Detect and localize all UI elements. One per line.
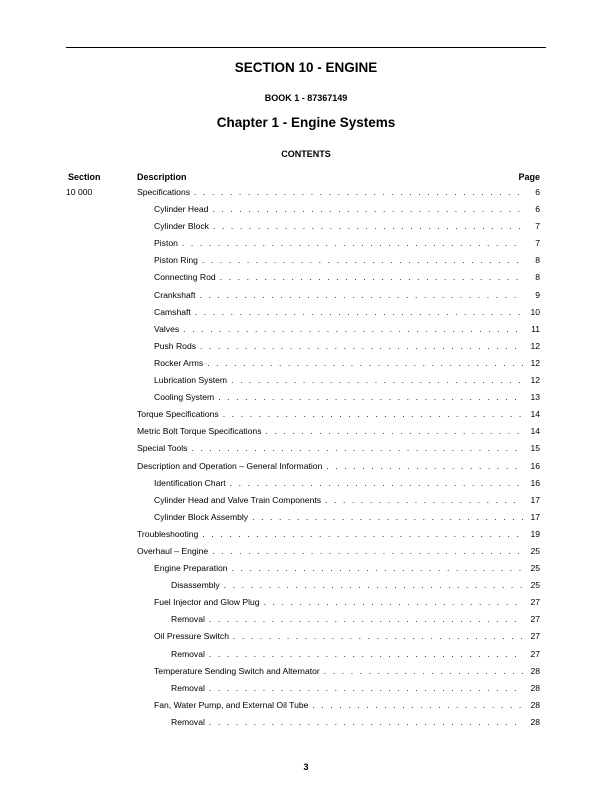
- toc-page-number: 27: [530, 614, 540, 625]
- dot-leader: [209, 611, 523, 628]
- toc-entry-title: Fuel Injector and Glow Plug: [154, 597, 260, 608]
- toc-page-number: 28: [530, 665, 540, 676]
- toc-page-number: 12: [530, 357, 540, 368]
- toc-row: [0, 372, 612, 389]
- toc-row: [0, 338, 612, 355]
- toc-entry-title: Overhaul – Engine: [137, 545, 209, 556]
- toc-entry[interactable]: [171, 680, 540, 697]
- toc-entry[interactable]: [154, 509, 540, 526]
- toc-entry-title: Removal: [171, 682, 205, 693]
- toc-row: [0, 594, 612, 611]
- toc-page-number: 19: [530, 528, 540, 539]
- toc-entry[interactable]: [154, 304, 540, 321]
- toc-entry-title: Identification Chart: [154, 477, 226, 488]
- toc-entry[interactable]: [154, 287, 540, 304]
- dot-leader: [231, 372, 523, 389]
- toc-entry[interactable]: [154, 697, 540, 714]
- toc-row: [0, 611, 612, 628]
- toc-page-number: 10: [530, 306, 540, 317]
- toc-entry[interactable]: [171, 714, 540, 731]
- toc-entry-title: Cylinder Block: [154, 221, 209, 232]
- toc-section-code: 10 000: [66, 187, 93, 197]
- toc-row: [0, 423, 612, 440]
- toc-entry-title: Cylinder Block Assembly: [154, 511, 249, 522]
- dot-leader: [212, 201, 523, 218]
- toc-row: [0, 663, 612, 680]
- toc-page-number: 13: [530, 392, 540, 403]
- toc-row: [0, 458, 612, 475]
- toc-row: [0, 201, 612, 218]
- toc-entry-title: Special Tools: [137, 443, 188, 454]
- column-header-section: Section: [68, 172, 101, 182]
- toc-entry[interactable]: [137, 526, 540, 543]
- column-header-page: Page: [518, 172, 540, 182]
- toc-entry-title: Fan, Water Pump, and External Oil Tube: [154, 699, 309, 710]
- toc-entry[interactable]: [137, 458, 540, 475]
- toc-row: [0, 355, 612, 372]
- toc-page-number: 8: [535, 255, 540, 266]
- toc-entry[interactable]: [154, 269, 540, 286]
- toc-row: [0, 475, 612, 492]
- toc-entry-title: Removal: [171, 614, 205, 625]
- toc-row: [0, 628, 612, 645]
- dot-leader: [183, 321, 523, 338]
- toc-page-number: 17: [530, 494, 540, 505]
- toc-entry[interactable]: [137, 440, 540, 457]
- dot-leader: [202, 252, 523, 269]
- toc-entry-title: Valves: [154, 323, 180, 334]
- toc-entry-title: Piston Ring: [154, 255, 198, 266]
- column-header-description: Description: [137, 172, 187, 182]
- toc-page-number: 9: [535, 289, 540, 300]
- toc-row: [0, 509, 612, 526]
- toc-entry-title: Push Rods: [154, 340, 197, 351]
- toc-entry[interactable]: [154, 594, 540, 611]
- toc-page-number: 25: [530, 580, 540, 591]
- toc-entry[interactable]: [154, 475, 540, 492]
- toc-row: [0, 714, 612, 731]
- toc-entry-title: Disassembly: [171, 580, 220, 591]
- toc-entry[interactable]: [154, 235, 540, 252]
- dot-leader: [209, 680, 523, 697]
- dot-leader: [223, 406, 523, 423]
- toc-entry-title: Cooling System: [154, 392, 215, 403]
- dot-leader: [207, 355, 523, 372]
- dot-leader: [233, 628, 523, 645]
- toc-page-number: 15: [530, 443, 540, 454]
- toc-page-number: 14: [530, 409, 540, 420]
- toc-entry[interactable]: [137, 543, 540, 560]
- dot-leader: [212, 543, 523, 560]
- toc-page-number: 27: [530, 648, 540, 659]
- toc-page-number: 27: [530, 631, 540, 642]
- toc-entry-title: Temperature Sending Switch and Alternator: [154, 665, 320, 676]
- dot-leader: [224, 577, 523, 594]
- toc-entry-title: Description and Operation – General Information: [137, 460, 323, 471]
- toc-row: [0, 321, 612, 338]
- dot-leader: [194, 184, 523, 201]
- dot-leader: [200, 338, 523, 355]
- toc-page-number: 16: [530, 460, 540, 471]
- toc-entry-title: Troubleshooting: [137, 528, 199, 539]
- dot-leader: [312, 697, 523, 714]
- contents-heading: CONTENTS: [281, 149, 331, 159]
- toc-row: [0, 697, 612, 714]
- toc-row: [0, 269, 612, 286]
- toc-row: [0, 543, 612, 560]
- toc-entry-title: Camshaft: [154, 306, 191, 317]
- dot-leader: [191, 440, 523, 457]
- toc-entry-title: Removal: [171, 648, 205, 659]
- table-of-contents: [0, 184, 612, 731]
- toc-page-number: 12: [530, 340, 540, 351]
- toc-entry[interactable]: [137, 184, 540, 201]
- toc-entry[interactable]: [154, 389, 540, 406]
- toc-page-number: 6: [535, 187, 540, 197]
- toc-entry[interactable]: [154, 492, 540, 509]
- toc-entry-title: Rocker Arms: [154, 357, 204, 368]
- dot-leader: [202, 526, 523, 543]
- toc-row: [0, 389, 612, 406]
- toc-entry-title: Oil Pressure Switch: [154, 631, 229, 642]
- toc-entry-title: Cylinder Head: [154, 204, 209, 215]
- toc-row: [0, 406, 612, 423]
- toc-entry-title: Piston: [154, 238, 178, 249]
- toc-row: [0, 304, 612, 321]
- dot-leader: [182, 235, 523, 252]
- dot-leader: [264, 594, 523, 611]
- toc-page-number: 25: [530, 545, 540, 556]
- toc-page-number: 7: [535, 221, 540, 232]
- toc-entry-title: Crankshaft: [154, 289, 196, 300]
- chapter-title: Chapter 1 - Engine Systems: [216, 115, 396, 130]
- toc-row: [0, 646, 612, 663]
- toc-page-number: 7: [535, 238, 540, 249]
- dot-leader: [325, 492, 523, 509]
- toc-entry[interactable]: [154, 321, 540, 338]
- toc-entry[interactable]: [137, 423, 540, 440]
- dot-leader: [209, 714, 523, 731]
- toc-entry[interactable]: [137, 406, 540, 423]
- toc-page-number: 11: [531, 323, 540, 334]
- section-title: SECTION 10 - ENGINE: [234, 60, 378, 75]
- toc-entry-title: Lubrication System: [154, 375, 228, 386]
- toc-entry[interactable]: [171, 611, 540, 628]
- toc-page-number: 28: [530, 716, 540, 727]
- toc-page-number: 14: [530, 426, 540, 437]
- toc-entry-title: Connecting Rod: [154, 272, 216, 283]
- toc-page-number: 25: [530, 563, 540, 574]
- dot-leader: [220, 269, 523, 286]
- toc-entry-title: Torque Specifications: [137, 409, 219, 420]
- toc-entry[interactable]: [154, 218, 540, 235]
- toc-entry[interactable]: [171, 646, 540, 663]
- toc-entry[interactable]: [154, 628, 540, 645]
- toc-entry-title: Metric Bolt Torque Specifications: [137, 426, 262, 437]
- page-number: 3: [303, 762, 309, 772]
- book-number: BOOK 1 - 87367149: [264, 93, 348, 103]
- toc-entry-title: Cylinder Head and Valve Train Components: [154, 494, 322, 505]
- toc-row: [0, 492, 612, 509]
- toc-entry[interactable]: [154, 560, 540, 577]
- dot-leader: [195, 304, 523, 321]
- dot-leader: [230, 475, 523, 492]
- toc-page-number: 27: [530, 597, 540, 608]
- toc-page-number: 28: [530, 682, 540, 693]
- header-rule: [66, 47, 546, 48]
- toc-page-number: 28: [530, 699, 540, 710]
- dot-leader: [232, 560, 523, 577]
- toc-row: [0, 184, 612, 201]
- toc-entry[interactable]: [154, 338, 540, 355]
- toc-page-number: 6: [535, 204, 540, 215]
- toc-row: [0, 218, 612, 235]
- toc-entry[interactable]: [154, 372, 540, 389]
- dot-leader: [209, 646, 523, 663]
- dot-leader: [200, 287, 523, 304]
- toc-entry[interactable]: [154, 252, 540, 269]
- toc-entry[interactable]: [171, 577, 540, 594]
- toc-entry-title: Engine Preparation: [154, 563, 228, 574]
- toc-row: [0, 440, 612, 457]
- toc-row: [0, 235, 612, 252]
- toc-row: [0, 252, 612, 269]
- toc-entry[interactable]: [154, 201, 540, 218]
- dot-leader: [326, 458, 523, 475]
- dot-leader: [213, 218, 523, 235]
- toc-row: [0, 577, 612, 594]
- toc-entry-title: Removal: [171, 716, 205, 727]
- dot-leader: [324, 663, 523, 680]
- toc-row: [0, 680, 612, 697]
- toc-page-number: 16: [530, 477, 540, 488]
- toc-page-number: 17: [530, 511, 540, 522]
- toc-page-number: 12: [530, 375, 540, 386]
- dot-leader: [252, 509, 523, 526]
- dot-leader: [218, 389, 523, 406]
- toc-page-number: 8: [535, 272, 540, 283]
- toc-entry[interactable]: [154, 663, 540, 680]
- toc-entry[interactable]: [154, 355, 540, 372]
- toc-row: [0, 526, 612, 543]
- toc-row: [0, 560, 612, 577]
- toc-entry-title: Specifications: [137, 187, 191, 197]
- dot-leader: [266, 423, 523, 440]
- toc-row: [0, 287, 612, 304]
